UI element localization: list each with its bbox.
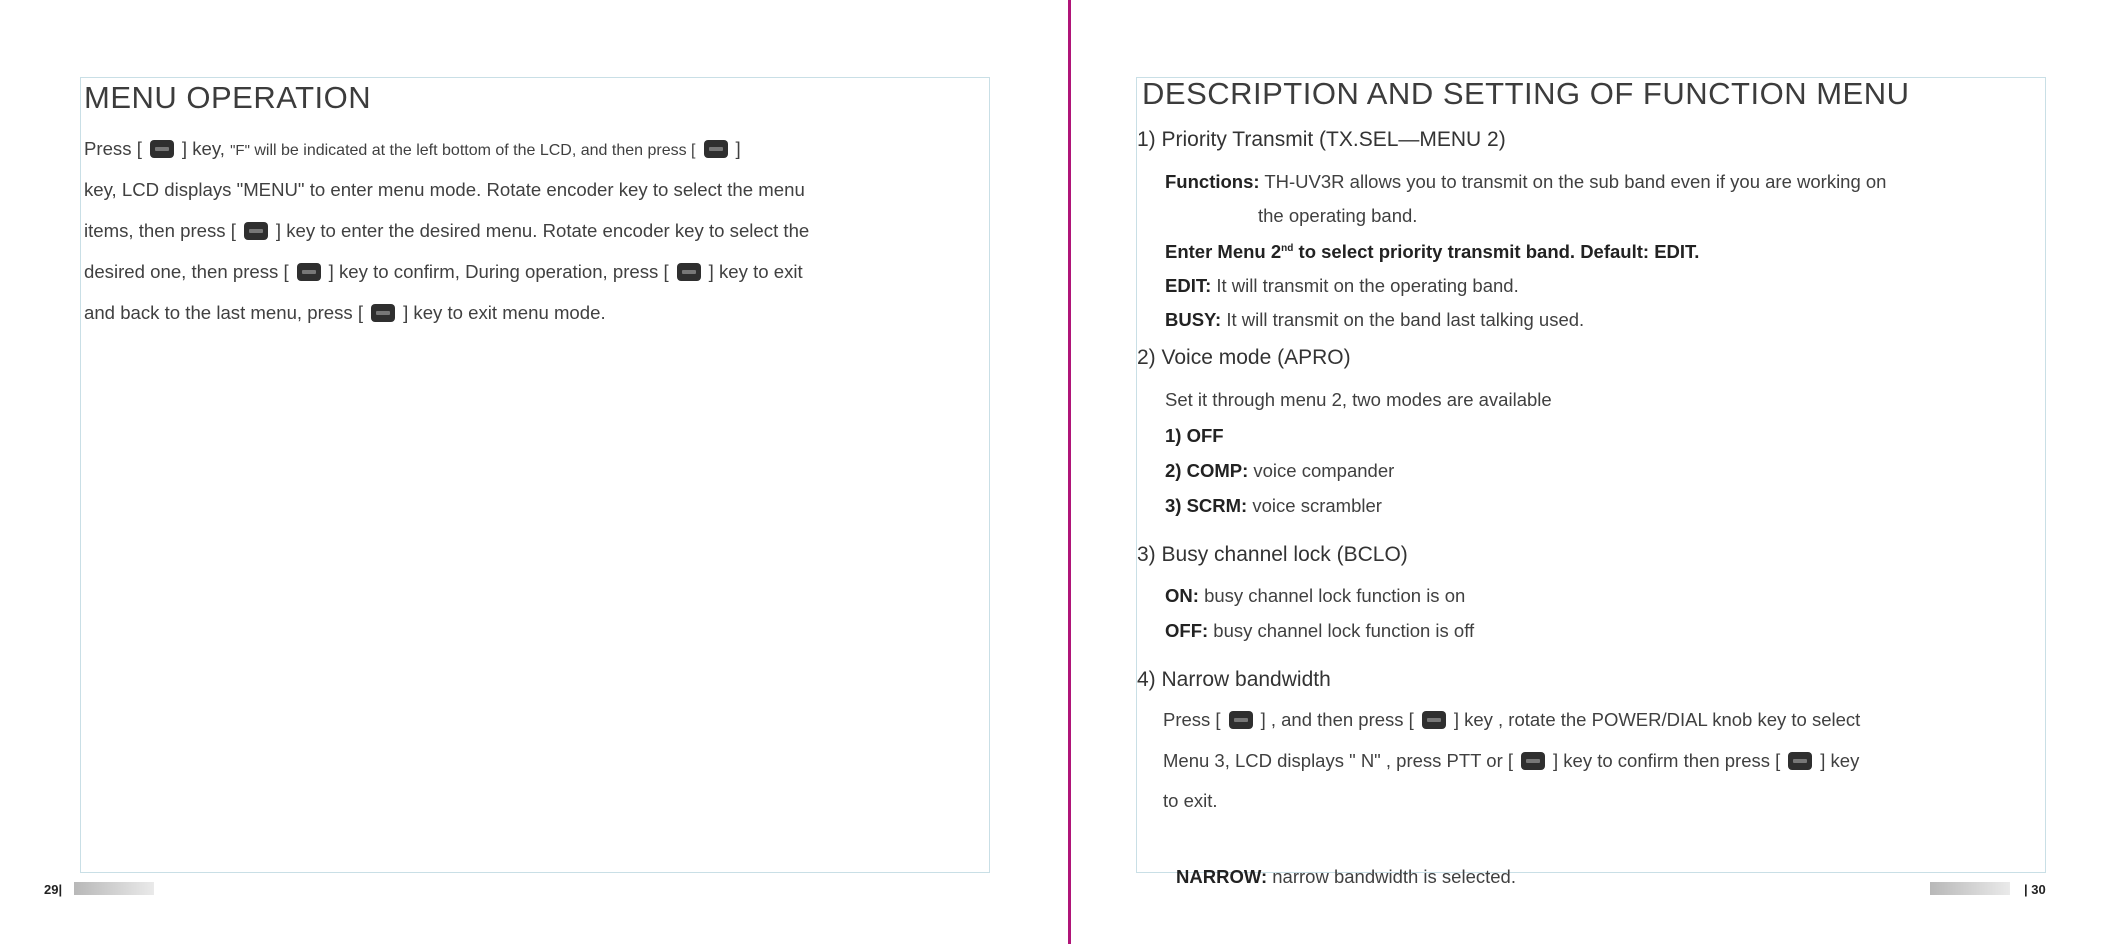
narrow-option: NARROW: narrow bandwidth is selected. [1176, 866, 1516, 887]
ent-key-icon [1521, 752, 1545, 770]
functions-line: Functions: TH-UV3R allows you to transmit on the sub band even if you are working on [1165, 171, 1887, 192]
ent-key-icon [704, 140, 728, 158]
fn-key-icon [150, 140, 174, 158]
paragraph-line: items, then press [ ] key to enter the desired menu. Rotate encoder key to select the [84, 220, 810, 241]
menu-operation-paragraph [84, 128, 974, 333]
right-page-title: DESCRIPTION AND SETTING OF FUNCTION MENU [1142, 76, 1910, 111]
busy-option: BUSY: It will transmit on the band last talking used. [1165, 309, 1585, 330]
paragraph-line: Press [ ] key, "F" will be indicated at the left bottom of the LCD, and then press [ ] [84, 138, 741, 159]
section-1-heading: 1) Priority Transmit (TX.SEL—MENU 2) [1137, 128, 1506, 151]
ent-key-icon [244, 222, 268, 240]
paragraph-line: and back to the last menu, press [ ] key to exit menu mode. [84, 302, 606, 323]
page-number-bar [1930, 882, 2010, 895]
voice-mode-comp: 2) COMP: voice compander [1165, 460, 1395, 481]
exit-key-icon [1788, 752, 1812, 770]
functions-continuation: the operating band. [1258, 205, 1418, 226]
exit-key-icon [371, 304, 395, 322]
section-3-heading: 3) Busy channel lock (BCLO) [1137, 543, 1408, 566]
voice-mode-intro: Set it through menu 2, two modes are available [1165, 389, 1552, 410]
section-4-heading: 4) Narrow bandwidth [1137, 668, 1331, 691]
left-page-title: MENU OPERATION [84, 80, 372, 115]
right-page-number: | 30 [2024, 882, 2046, 897]
voice-mode-scrm: 3) SCRM: voice scrambler [1165, 495, 1382, 516]
exit-key-icon [677, 263, 701, 281]
section-2-heading: 2) Voice mode (APRO) [1137, 346, 1351, 369]
narrow-line-2: Menu 3, LCD displays " N" , press PTT or [ ] key to confirm then press [ ] key [1163, 750, 1860, 771]
edit-option: EDIT: It will transmit on the operating band. [1165, 275, 1519, 296]
voice-mode-off: 1) OFF [1165, 425, 1224, 446]
bclo-on: ON: busy channel lock function is on [1165, 585, 1466, 606]
narrow-line-3: to exit. [1163, 790, 1218, 811]
ent-key-icon [1422, 711, 1446, 729]
paragraph-line: key, LCD displays "MENU" to enter menu mode. Rotate encoder key to select the menu [84, 179, 805, 200]
page-number-bar [74, 882, 154, 895]
enter-menu-line: Enter Menu 2nd to select priority transmit band. Default: EDIT. [1165, 241, 1700, 262]
left-page-number: 29| [44, 882, 63, 897]
narrow-line-1: Press [ ] , and then press [ ] key , rotate the POWER/DIAL knob key to select [1163, 709, 1861, 730]
page-divider [1068, 0, 1071, 944]
paragraph-line: desired one, then press [ ] key to confirm, During operation, press [ ] key to exit [84, 261, 803, 282]
bclo-off: OFF: busy channel lock function is off [1165, 620, 1475, 641]
ent-key-icon [297, 263, 321, 281]
fn-key-icon [1229, 711, 1253, 729]
